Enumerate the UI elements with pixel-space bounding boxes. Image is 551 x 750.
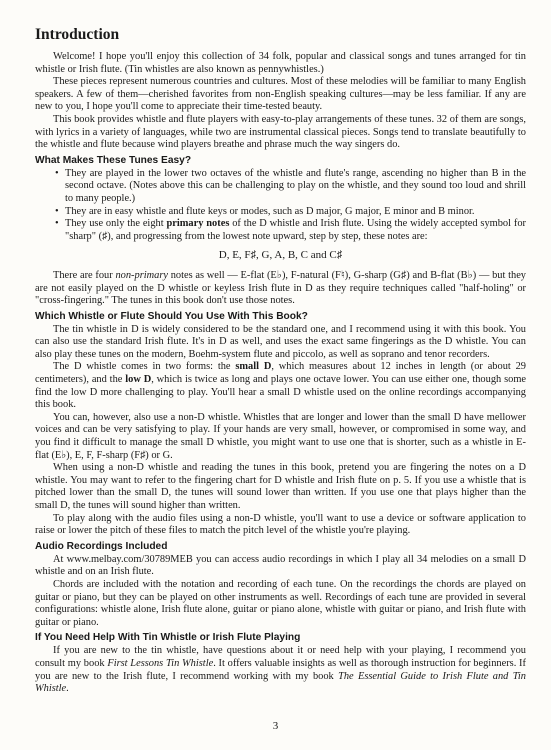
help-text: . It offers valuable insights as well as thorough instruction for beginners. If you are new to the Irish flute, I recommend working with my book (35, 657, 526, 682)
nonprimary-text: There are four (53, 269, 116, 281)
intro-paragraph: These pieces represent numerous countries and cultures. Most of these melodies will be familiar to many English speakers. A few of them—cherished favorites from non-English speaking cultures—may be less familiar. If any are new to you, I hope you'll come to appreciate their time-tested beauty. (35, 76, 526, 113)
which-text: The D whistle comes in two forms: the (53, 361, 236, 373)
nonprimary-term: non-primary (115, 269, 168, 281)
which-paragraph (35, 361, 526, 411)
section-heading-audio: Audio Recordings Included (35, 540, 168, 552)
which-text: , which is twice as long and plays one octave lower. You can use either one, though some find the low D more challenging to play. You'll hear a small D whistle used on the online recordings accompanying this book. (35, 374, 527, 411)
small-d-term: small D (235, 361, 272, 373)
list-item: • They are in easy whistle and flute keys or modes, such as D major, G major, E minor and B minor. (57, 206, 526, 219)
which-paragraph: To play along with the audio files using a non-D whistle, you'll want to use a device or software application to raise or lower the pitch of these files to match the pitch level of the whistle you're playing. (35, 512, 526, 537)
which-text: , which measures about 12 inches in length (or about 29 centimeters), and the (35, 361, 526, 386)
help-text: If you are new to the tin whistle, have questions about it or need help with your playing, I recommend you consult my book (35, 645, 526, 669)
section-heading-help: If You Need Help With Tin Whistle or Irish Flute Playing (35, 632, 301, 644)
page-title: Introduction (35, 26, 120, 43)
which-paragraph: You can, however, also use a non-D whistle. Whistles that are longer and lower than the small D have mellower voices and can be very satisfying to play. If your hands are very small, however, or compromised in some way, and you find it difficult to manage the small D whistle, you might want to use one that is shorter, such as a whistle in E-flat (E♭), E, F, F-sharp (F♯) or G. (35, 411, 526, 461)
intro-paragraph: This book provides whistle and flute players with easy-to-play arrangements of these tunes. 32 of them are songs, with lyrics in a variety of languages, while two are instrumental classical pieces. Songs tend to translate beautifully to the whistle and flute because wind players breathe and phrase much the way singers do. (35, 113, 526, 151)
low-d-term: low D (125, 374, 152, 386)
help-paragraph (35, 645, 526, 695)
book-title: The Essential Guide to Irish Flute and Tin Whistle (35, 670, 526, 695)
section-heading-which: Which Whistle or Flute Should You Use With This Book? (35, 310, 308, 322)
list-item: • They are played in the lower two octaves of the whistle and flute's range, ascending no higher than B in the second octave. (Notes above this can be challenging to play on the whistle, and they sound too loud and shrill to many people.) (57, 168, 526, 206)
help-text: . (66, 683, 69, 695)
page-content (35, 26, 526, 696)
primary-notes-list: D, E, F♯, G, A, B, C and C♯ (218, 249, 343, 262)
bullet3-text: of the D whistle and Irish flute. Using the widely accepted symbol for "sharp" (♯), and progressing from the lowest note upward, step by step, these notes are: (65, 218, 526, 242)
audio-paragraph: At www.melbay.com/30789MEB you can access audio recordings in which I play all 34 melodies on a small D whistle and on an Irish flute. (35, 553, 526, 578)
book-title: First Lessons Tin Whistle (107, 657, 214, 669)
section-heading-easy: What Makes These Tunes Easy? (35, 154, 192, 166)
nonprimary-paragraph (35, 270, 526, 308)
intro-paragraph: Welcome! I hope you'll enjoy this collection of 34 folk, popular and classical songs and tunes arranged for tin whistle or Irish flute. (Tin whistles are also known as pennywhistles.) (35, 51, 526, 75)
bullet3-text: They use only the eight (65, 218, 167, 230)
audio-paragraph: Chords are included with the notation and recording of each tune. On the recordings the chords are played on guitar or piano, but they can be played on other instruments as well. Recordings of each tune are provided in several configurations: whistle alone, Irish flute alone, guitar or piano alone, whistle with guitar or piano, and Irish flute with guitar or piano. (35, 578, 526, 628)
which-paragraph: The tin whistle in D is widely considered to be the standard one, and I recommend using it with this book. You can also use the standard Irish flute. It's in D as well, and uses the exact same fingerings as the D whistle. You can also play these tunes on the modern, Boehm-system flute and piccolo, as well as soprano and tenor recorders. (35, 323, 526, 360)
list-item (57, 218, 526, 243)
which-paragraph: When using a non-D whistle and reading the tunes in this book, pretend you are fingering the notes on a D whistle. You may want to refer to the fingering chart for D whistle and Irish flute on p. 5. If you use a whistle that is pitched lower than the small D, the tunes will sound lower than written. If you use one that plays higher than the small D, the tunes will sound higher than written. (35, 462, 526, 511)
primary-notes-term: primary notes (166, 218, 230, 230)
easy-list (35, 168, 526, 244)
page-number: 3 (272, 720, 279, 732)
nonprimary-text: notes as well — E-flat (E♭), F-natural (F♮), G-sharp (G♯) and B-flat (B♭) — but they are not easily played on the D whistle or keyless Irish flute in D as they require techniques called "half-holing" or "cross-fingering." The tunes in this book don't use those notes. (35, 269, 527, 307)
